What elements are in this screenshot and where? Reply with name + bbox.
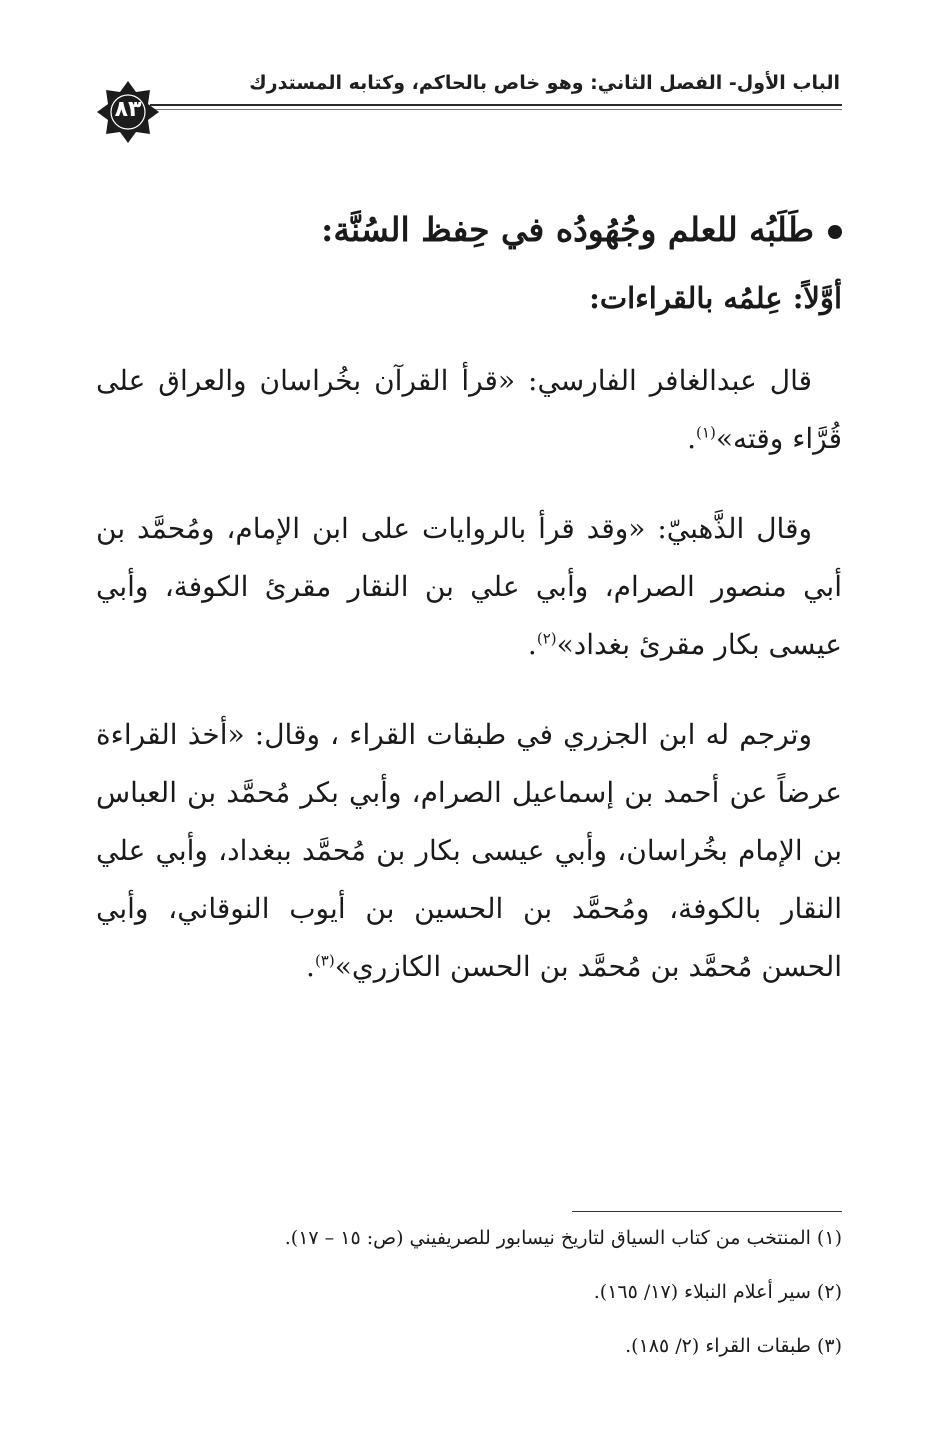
header-rule	[150, 104, 842, 106]
bullet-icon	[828, 225, 842, 239]
paragraph-end: .	[306, 950, 315, 983]
footnote-rule	[572, 1211, 842, 1212]
paragraph-text: قال عبدالغافر الفارسي: «قرأ القرآن بخُراسان والعراق على قُرَّاء وقته»	[96, 364, 842, 455]
footnote: (٣) طبقات القراء (٢/ ١٨٥).	[625, 1335, 842, 1357]
footnote: (٢) سير أعلام النبلاء (١٧/ ١٦٥).	[593, 1281, 842, 1303]
paragraph-end: .	[687, 422, 697, 455]
footnotes	[100, 1222, 842, 1384]
paragraph-text: وترجم له ابن الجزري في طبقات القراء ، وقال: «أخذ القراءة عرضاً عن أحمد بن إسماعيل الصرام، وأبي بكر مُحمَّد بن العباس بن الإمام بخُراسان، وأبي عيسى بكار بن مُحمَّد ببغداد، وأبي علي النقار بالكوفة، ومُحمَّد بن الحسين بن أيوب النوقاني، وأبي الحسن مُحمَّد بن مُحمَّد بن الحسن الكازري»	[96, 718, 842, 983]
page-number: ٨٣	[114, 97, 142, 122]
paragraph-text: وقال الذَّهبيّ: «وقد قرأ بالروايات على ابن الإمام، ومُحمَّد بن أبي منصور الصرام، وأبي علي بن النقار مقرئ الكوفة، وأبي عيسى بكار مقرئ بغداد»	[96, 512, 842, 661]
paragraph-end: .	[527, 628, 537, 661]
paragraph	[96, 706, 842, 996]
running-title: الباب الأول- الفصل الثاني: وهو خاص بالحاكم، وكتابه المستدرك	[249, 72, 840, 94]
sub-heading: أوَّلاً: عِلمُه بالقراءات:	[589, 281, 842, 315]
footnote-reference: (١)	[696, 423, 716, 442]
footnote-reference: (٢)	[536, 629, 557, 648]
body-text	[96, 352, 842, 1028]
footnote-reference: (٣)	[314, 951, 335, 970]
paragraph	[96, 352, 842, 468]
paragraph	[96, 500, 842, 674]
header-rule-thin	[150, 109, 842, 110]
section-heading-text: طَلَبُه للعلم وجُهُودُه في حِفظ السُنَّة:	[321, 210, 814, 249]
footnote: (١) المنتخب من كتاب السياق لتاريخ نيسابور للصريفيني (ص: ١٥ – ١٧).	[284, 1227, 842, 1249]
section-heading	[100, 206, 842, 254]
